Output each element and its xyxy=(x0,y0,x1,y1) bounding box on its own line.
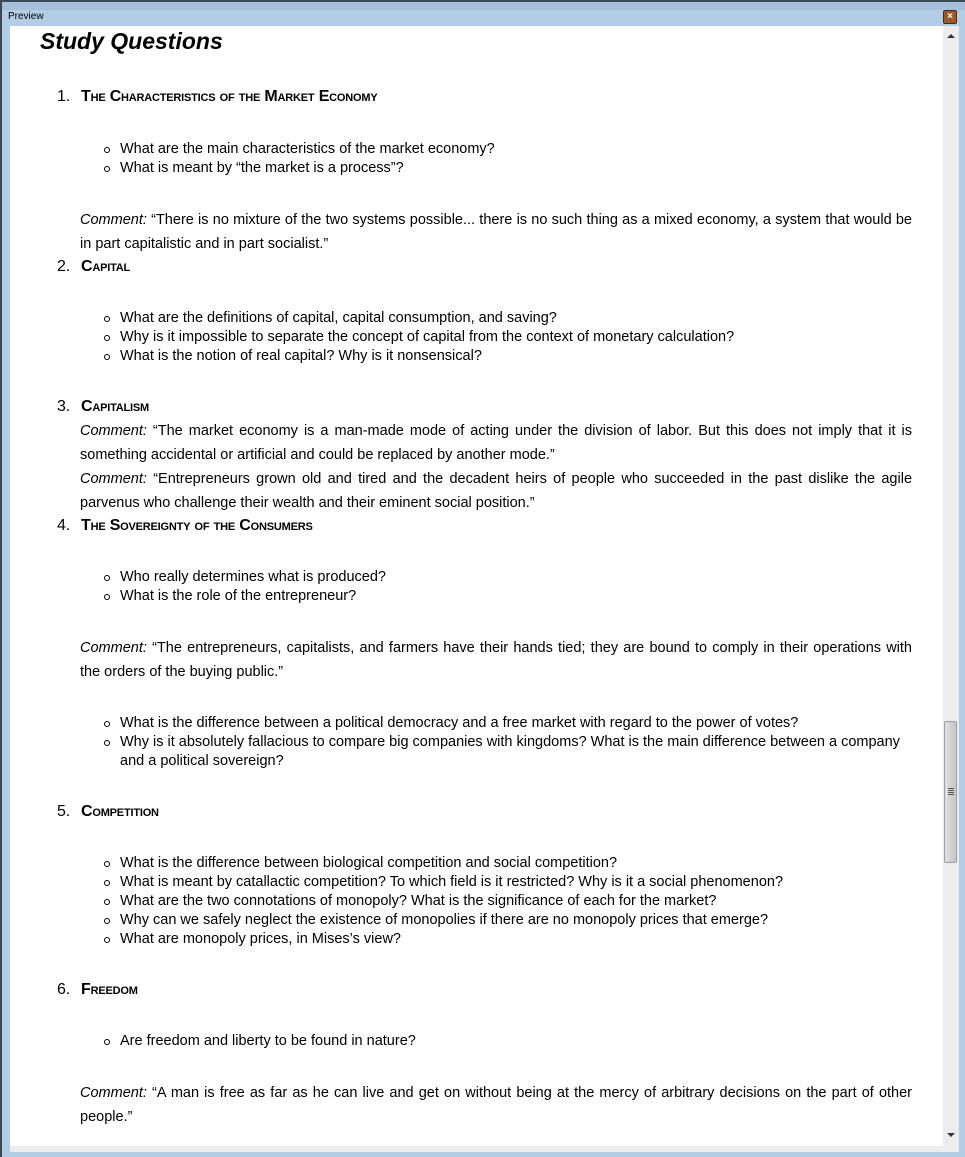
scroll-up-arrow-icon[interactable] xyxy=(947,34,955,38)
question-item: What are monopoly prices, in Mises’s view? xyxy=(120,930,783,949)
question-list xyxy=(120,714,910,771)
comment xyxy=(80,636,912,684)
title-bar xyxy=(2,2,965,26)
section-title: The Sovereignty of the Consumers xyxy=(81,517,313,534)
section-number: 3. xyxy=(57,398,70,415)
section-heading xyxy=(57,258,130,276)
section-heading xyxy=(57,398,149,416)
section-number: 2. xyxy=(57,258,70,275)
question-list xyxy=(120,568,386,606)
comment xyxy=(80,419,912,467)
section-heading xyxy=(57,803,159,821)
comment xyxy=(80,1081,912,1129)
question-item: What is meant by “the market is a process”? xyxy=(120,159,495,178)
section-heading xyxy=(57,88,377,106)
question-item: Why can we safely neglect the existence of monopolies if there are no monopoly prices that emerge? xyxy=(120,911,783,930)
question-list xyxy=(120,854,783,949)
scrollbar-thumb[interactable] xyxy=(944,721,957,863)
comment-text: “A man is free as far as he can live and get on without being at the mercy of arbitrary decisions on the part of other people.” xyxy=(80,1085,912,1125)
section-number: 5. xyxy=(57,803,70,820)
close-icon: × xyxy=(947,11,953,22)
question-item: Who really determines what is produced? xyxy=(120,569,386,585)
comment-text: “The market economy is a man-made mode of acting under the division of labor. But this does not imply that it is something accidental or artificial and could be replaced by another mode.” xyxy=(80,423,913,463)
preview-content xyxy=(10,26,943,1146)
comment-text: “There is no mixture of the two systems possible... there is no such thing as a mixed economy, a system that would be in part capitalistic and in part socialist.” xyxy=(80,212,912,252)
question-list xyxy=(120,309,734,366)
section-title: Capitalism xyxy=(81,398,150,415)
question-item: What is the difference between a political democracy and a free market with regard to the power of votes? xyxy=(120,714,910,733)
question-list xyxy=(120,1032,416,1051)
question-item: What is the notion of real capital? Why is it nonsensical? xyxy=(120,347,734,366)
comment-label: Comment: xyxy=(80,471,147,487)
section-title: Capital xyxy=(81,258,131,275)
scroll-down-arrow-icon[interactable] xyxy=(947,1133,955,1137)
section-title: The Characteristics of the Market Economy xyxy=(81,88,378,105)
comment-label: Comment: xyxy=(80,640,147,656)
comment-label: Comment: xyxy=(80,423,147,439)
comment-text: “The entrepreneurs, capitalists, and farmers have their hands tied; they are bound to comply in their operations with the orders of the buying public.” xyxy=(80,640,913,680)
comment xyxy=(80,467,912,515)
question-item: Are freedom and liberty to be found in nature? xyxy=(120,1033,416,1049)
comment-label: Comment: xyxy=(80,1085,147,1101)
grip-icon xyxy=(948,788,954,796)
question-item: What is meant by catallactic competition? To which field is it restricted? Why is it a social phenomenon? xyxy=(120,874,784,890)
question-item: What is the difference between biological competition and social competition? xyxy=(120,854,783,873)
section-heading xyxy=(57,981,138,999)
question-list xyxy=(120,140,495,178)
section-number: 6. xyxy=(57,981,70,998)
document-title: Study Questions xyxy=(40,28,223,54)
question-item: What are the main characteristics of the market economy? xyxy=(120,141,495,157)
question-item: What are the two connotations of monopoly? What is the significance of each for the market? xyxy=(120,892,783,911)
section-heading xyxy=(57,517,313,535)
bottom-border xyxy=(10,1146,959,1152)
question-item: What is the role of the entrepreneur? xyxy=(120,587,386,606)
comment xyxy=(80,208,912,256)
section-number: 1. xyxy=(57,88,70,105)
comment-text: “Entrepreneurs grown old and tired and the decadent heirs of people who succeeded in the past dislike the agile parvenus who challenge their wealth and their eminent social position.” xyxy=(80,471,913,511)
window-title: Preview xyxy=(8,11,44,22)
section-title: Freedom xyxy=(81,981,138,998)
section-title: Competition xyxy=(81,803,159,820)
question-item: Why is it impossible to separate the concept of capital from the context of monetary calculation? xyxy=(120,329,735,345)
close-button[interactable] xyxy=(943,10,957,24)
question-item: What are the definitions of capital, capital consumption, and saving? xyxy=(120,309,734,328)
vertical-scrollbar[interactable] xyxy=(943,26,959,1146)
comment-label: Comment: xyxy=(80,212,147,228)
section-number: 4. xyxy=(57,517,70,534)
question-item: Why is it absolutely fallacious to compare big companies with kingdoms? What is the main difference between a company and a political sovereign? xyxy=(120,733,910,771)
